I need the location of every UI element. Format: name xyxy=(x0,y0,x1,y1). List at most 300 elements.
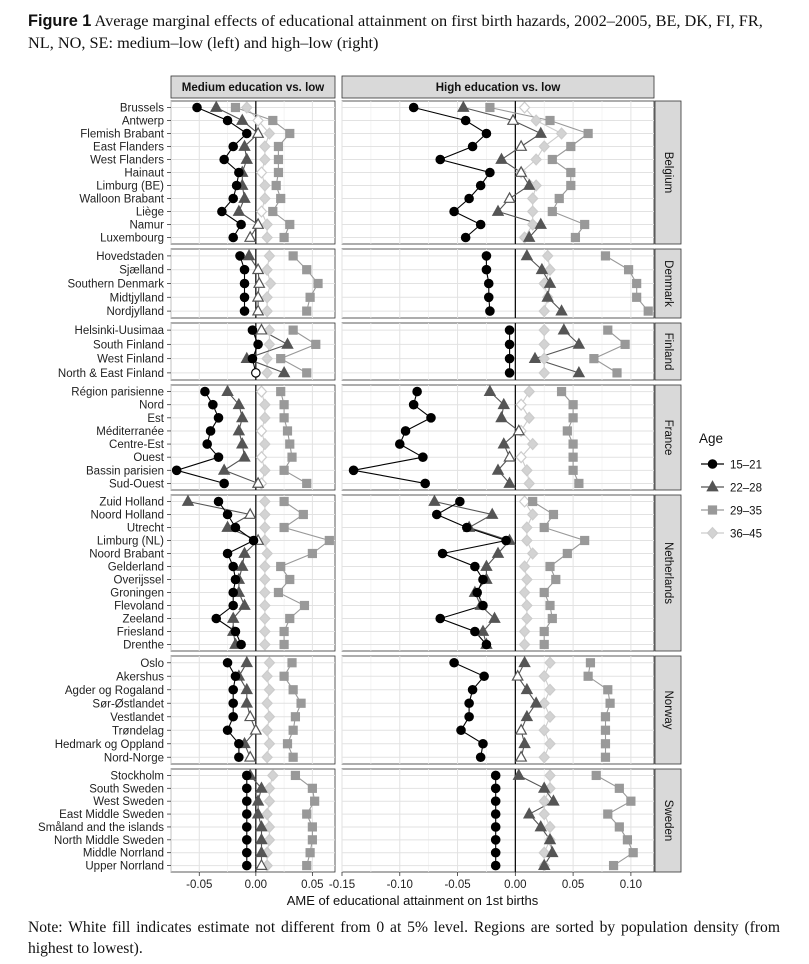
data-point xyxy=(615,784,623,792)
data-point xyxy=(413,387,421,395)
data-point xyxy=(193,103,201,111)
data-point xyxy=(627,797,635,805)
data-point xyxy=(433,510,441,518)
data-point xyxy=(546,117,554,125)
region-label: Nord-Norge xyxy=(103,752,164,765)
data-point xyxy=(548,208,556,216)
data-point xyxy=(283,740,291,748)
region-label: Hainaut xyxy=(124,167,164,180)
data-point xyxy=(232,181,240,189)
x-tick-label: -0.05 xyxy=(186,879,213,891)
data-point xyxy=(289,686,297,694)
data-point xyxy=(567,169,575,177)
data-point xyxy=(479,575,487,583)
region-label: Sjælland xyxy=(119,264,164,277)
country-strip-label: Netherlands xyxy=(662,541,674,605)
data-point xyxy=(280,672,288,680)
x-tick-label: 0.00 xyxy=(244,879,268,891)
data-point xyxy=(243,771,251,779)
data-point xyxy=(491,797,499,805)
data-point xyxy=(601,713,609,721)
data-point xyxy=(277,355,285,363)
data-point xyxy=(485,293,493,301)
data-point xyxy=(457,726,465,734)
legend-label: 15–21 xyxy=(730,459,762,472)
data-point xyxy=(549,511,557,519)
region-label: Sør-Østlandet xyxy=(92,698,164,711)
region-label: Méditerranée xyxy=(96,425,164,438)
data-point xyxy=(505,354,513,362)
data-point xyxy=(288,453,296,461)
data-point xyxy=(629,849,637,857)
data-point xyxy=(280,641,288,649)
data-point xyxy=(546,563,554,571)
data-point xyxy=(540,641,548,649)
region-label: Helsinki-Uusimaa xyxy=(74,325,164,338)
figure-label: Figure 1 xyxy=(28,12,92,30)
data-point xyxy=(563,427,571,435)
data-point xyxy=(615,823,623,831)
region-label: Utrecht xyxy=(126,522,164,535)
data-point xyxy=(427,414,435,422)
region-label: Drenthe xyxy=(123,639,164,652)
data-point xyxy=(303,369,311,377)
data-point xyxy=(396,440,404,448)
data-point xyxy=(471,562,479,570)
data-point xyxy=(548,615,556,623)
country-strip-label: Sweden xyxy=(662,799,674,842)
data-point xyxy=(229,233,237,241)
data-point xyxy=(482,252,490,260)
data-point xyxy=(274,143,282,151)
data-point xyxy=(240,266,248,274)
region-label: Liège xyxy=(135,206,164,219)
data-point xyxy=(456,497,464,505)
data-point xyxy=(567,143,575,151)
data-point xyxy=(289,252,297,260)
data-point xyxy=(540,524,548,532)
region-label: Upper Norrland xyxy=(85,860,164,873)
data-point xyxy=(209,400,217,408)
data-point xyxy=(584,130,592,138)
data-point xyxy=(438,549,446,557)
data-point xyxy=(314,280,322,288)
x-tick-label: -0.10 xyxy=(386,879,413,891)
data-point xyxy=(254,340,262,348)
data-point xyxy=(231,104,239,112)
region-label: Småland and the islands xyxy=(38,821,164,834)
data-point xyxy=(569,440,577,448)
data-point xyxy=(277,563,285,571)
data-point xyxy=(303,307,311,315)
region-label: East Flanders xyxy=(93,141,164,154)
region-label: West Sweden xyxy=(93,796,164,809)
data-point xyxy=(231,672,239,680)
data-point xyxy=(220,155,228,163)
data-point xyxy=(479,740,487,748)
region-label: Overijssel xyxy=(113,574,164,587)
data-point xyxy=(491,836,499,844)
data-point xyxy=(286,440,294,448)
data-point xyxy=(201,387,209,395)
region-label: Noord Holland xyxy=(90,509,164,522)
data-point xyxy=(476,753,484,761)
data-point xyxy=(476,220,484,228)
data-point xyxy=(289,326,297,334)
region-label: Luxembourg xyxy=(100,232,164,245)
data-point xyxy=(479,601,487,609)
region-label: Centre-Est xyxy=(109,439,164,452)
region-label: Flevoland xyxy=(114,600,164,613)
data-point xyxy=(240,293,248,301)
panel-medium xyxy=(171,656,335,764)
country-strip-label: Finland xyxy=(662,332,674,371)
region-label: Agder og Rogaland xyxy=(64,684,164,697)
region-label: Limburg (NL) xyxy=(96,535,164,548)
region-label: Gelderland xyxy=(107,561,164,574)
region-label: Namur xyxy=(129,219,164,232)
data-point xyxy=(229,686,237,694)
data-point xyxy=(229,194,237,202)
data-point xyxy=(486,168,494,176)
data-point xyxy=(300,602,308,610)
data-point xyxy=(604,326,612,334)
data-point xyxy=(633,280,641,288)
data-point xyxy=(269,208,277,216)
data-point xyxy=(461,233,469,241)
data-point xyxy=(240,279,248,287)
data-point xyxy=(621,340,629,348)
region-label: Middle Norrland xyxy=(82,847,164,860)
region-label: Hedmark og Oppland xyxy=(54,738,164,751)
x-tick-label: -0.05 xyxy=(444,879,471,891)
x-tick-label: 0.05 xyxy=(561,879,585,891)
region-label: South Sweden xyxy=(89,783,164,796)
data-point xyxy=(569,414,577,422)
data-point xyxy=(465,713,473,721)
x-tick-label: 0.10 xyxy=(619,879,643,891)
data-point xyxy=(505,340,513,348)
data-point xyxy=(569,453,577,461)
data-point xyxy=(461,116,469,124)
data-point xyxy=(274,156,282,164)
data-point xyxy=(218,207,226,215)
data-point xyxy=(471,627,479,635)
data-point xyxy=(206,427,214,435)
data-point xyxy=(214,414,222,422)
data-point xyxy=(274,589,282,597)
data-point xyxy=(505,326,513,334)
legend-label: 22–28 xyxy=(730,482,762,495)
data-point xyxy=(223,510,231,518)
x-axis-label: AME of educational attainment on 1st births xyxy=(286,893,539,908)
data-point xyxy=(546,602,554,610)
data-point xyxy=(280,414,288,422)
figure-note: Note: White fill indicates estimate not different from 0 at 5% level. Regions are sorted by population density (from highest to lowest). xyxy=(28,919,780,957)
region-label: Hovedstaden xyxy=(96,250,164,263)
data-point xyxy=(569,466,577,474)
data-point xyxy=(575,479,583,487)
legend-key-square xyxy=(709,506,717,514)
data-point xyxy=(491,771,499,779)
region-label: Zuid Holland xyxy=(99,496,164,509)
data-point xyxy=(243,797,251,805)
region-label: Bassin parisien xyxy=(86,465,164,478)
data-point xyxy=(236,252,244,260)
data-point xyxy=(280,498,288,506)
data-point xyxy=(569,401,577,409)
data-point xyxy=(280,401,288,409)
region-label: Noord Brabant xyxy=(89,548,164,561)
country-strip-label: Belgium xyxy=(662,151,674,194)
data-point xyxy=(243,810,251,818)
data-point xyxy=(299,511,307,519)
data-point xyxy=(601,753,609,761)
data-point xyxy=(486,104,494,112)
data-point xyxy=(592,771,600,779)
data-point xyxy=(288,659,296,667)
data-point xyxy=(243,848,251,856)
data-point xyxy=(243,823,251,831)
data-point xyxy=(286,130,294,138)
data-point xyxy=(231,523,239,531)
region-label: Nord xyxy=(139,399,164,412)
data-point xyxy=(644,307,652,315)
x-tick-label: -0.15 xyxy=(328,879,356,891)
data-point xyxy=(482,266,490,274)
region-label: West Finland xyxy=(97,353,164,366)
region-label: Oslo xyxy=(140,657,164,670)
data-point xyxy=(419,453,427,461)
data-point xyxy=(289,726,297,734)
region-label: Nordjylland xyxy=(106,306,164,319)
region-label: Région parisienne xyxy=(71,386,164,399)
legend-label: 36–45 xyxy=(730,528,762,541)
region-label: Southern Denmark xyxy=(67,278,164,291)
data-point xyxy=(468,686,476,694)
data-point xyxy=(567,182,575,190)
data-point xyxy=(274,169,282,177)
region-label: North Middle Sweden xyxy=(54,834,164,847)
data-point xyxy=(243,836,251,844)
region-label: North & East Finland xyxy=(57,367,164,380)
region-label: Zeeland xyxy=(122,613,164,626)
data-point xyxy=(473,588,481,596)
data-point xyxy=(229,562,237,570)
data-point xyxy=(286,221,294,229)
data-point xyxy=(505,369,513,377)
country-strip-label: France xyxy=(662,419,674,456)
data-point xyxy=(243,784,251,792)
data-point xyxy=(240,307,248,315)
data-point xyxy=(465,699,473,707)
data-point xyxy=(235,168,243,176)
region-label: Vestlandet xyxy=(110,711,164,724)
panel-strip-label-high: High education vs. low xyxy=(435,82,561,94)
data-point xyxy=(485,279,493,287)
data-point xyxy=(623,836,631,844)
x-tick-label: 0.00 xyxy=(504,879,527,891)
region-label: Est xyxy=(147,412,164,425)
data-point xyxy=(436,155,444,163)
panel-strip-label-medium: Medium education vs. low xyxy=(181,82,325,94)
data-point xyxy=(229,713,237,721)
data-point xyxy=(436,614,444,622)
data-point xyxy=(223,116,231,124)
region-label: East Middle Sweden xyxy=(59,809,164,822)
data-point xyxy=(248,326,256,334)
legend-key-diamond xyxy=(708,528,718,539)
data-point xyxy=(465,194,473,202)
data-point xyxy=(606,699,614,707)
data-point xyxy=(235,753,243,761)
data-point xyxy=(613,369,621,377)
data-point xyxy=(502,536,510,544)
x-tick-label: 0.05 xyxy=(301,879,324,891)
data-point xyxy=(552,576,560,584)
data-point xyxy=(303,266,311,274)
data-point xyxy=(604,686,612,694)
data-point xyxy=(601,252,609,260)
data-point xyxy=(291,771,299,779)
data-point xyxy=(248,354,256,362)
data-point xyxy=(482,129,490,137)
data-point xyxy=(584,672,592,680)
data-point xyxy=(308,836,316,844)
data-point xyxy=(581,221,589,229)
data-point xyxy=(237,640,245,648)
data-point xyxy=(349,466,357,474)
data-point xyxy=(303,479,311,487)
figure-caption-text: Average marginal effects of educational attainment on first birth hazards, 2002–2005, BE, DK, FI, FR, NL, NO, SE: medium–low (left) and high–low (right) xyxy=(28,11,763,52)
data-point xyxy=(312,340,320,348)
data-point xyxy=(610,862,618,870)
data-point xyxy=(491,823,499,831)
data-point xyxy=(283,427,291,435)
data-point xyxy=(269,117,277,125)
data-point xyxy=(231,575,239,583)
data-point xyxy=(480,672,488,680)
data-point xyxy=(571,234,579,242)
region-label: Flemish Brabant xyxy=(80,128,164,141)
data-point xyxy=(306,849,314,857)
data-point xyxy=(421,479,429,487)
data-point xyxy=(231,627,239,635)
data-point xyxy=(229,588,237,596)
data-point xyxy=(563,550,571,558)
legend-key-triangle xyxy=(707,481,717,490)
data-point xyxy=(486,307,494,315)
region-label: Groningen xyxy=(110,587,164,600)
data-point xyxy=(280,466,288,474)
data-point xyxy=(229,699,237,707)
legend-label: 29–35 xyxy=(730,505,762,518)
region-label: Akershus xyxy=(116,671,164,684)
data-point xyxy=(601,726,609,734)
data-point xyxy=(491,848,499,856)
data-point xyxy=(325,537,333,545)
data-point xyxy=(237,220,245,228)
data-point xyxy=(625,266,633,274)
data-point xyxy=(214,497,222,505)
data-point xyxy=(633,293,641,301)
data-point xyxy=(581,537,589,545)
country-strip-label: Denmark xyxy=(662,260,674,307)
region-label: Walloon Brabant xyxy=(79,193,164,206)
data-point xyxy=(590,355,598,363)
data-point xyxy=(203,440,211,448)
region-label: Ouest xyxy=(133,452,164,465)
region-label: Limburg (BE) xyxy=(96,180,164,193)
data-point xyxy=(308,550,316,558)
data-point xyxy=(303,862,311,870)
data-point xyxy=(491,810,499,818)
region-label: Stockholm xyxy=(110,770,164,783)
data-point xyxy=(289,753,297,761)
data-point xyxy=(277,388,285,396)
legend-title: Age xyxy=(699,431,724,446)
data-point xyxy=(463,523,471,531)
data-point xyxy=(235,740,243,748)
data-point xyxy=(277,195,285,203)
data-point xyxy=(280,234,288,242)
data-point xyxy=(297,699,305,707)
data-point xyxy=(401,427,409,435)
panel-medium xyxy=(171,385,335,490)
region-label: South Finland xyxy=(93,339,164,352)
data-point xyxy=(286,615,294,623)
data-point xyxy=(450,207,458,215)
region-label: Friesland xyxy=(116,626,164,639)
data-point xyxy=(291,713,299,721)
data-point xyxy=(491,861,499,869)
region-label: West Flanders xyxy=(90,154,164,167)
data-point xyxy=(172,466,180,474)
data-point xyxy=(555,195,563,203)
data-point xyxy=(243,129,251,137)
data-point xyxy=(311,797,319,805)
data-point xyxy=(540,628,548,636)
data-point xyxy=(286,576,294,584)
data-point xyxy=(223,726,231,734)
region-label: Trøndelag xyxy=(112,725,164,738)
data-point xyxy=(558,388,566,396)
country-strip-label: Norway xyxy=(662,690,674,730)
data-point xyxy=(468,142,476,150)
legend-key-circle xyxy=(708,460,716,468)
data-point xyxy=(306,293,314,301)
data-point xyxy=(303,810,311,818)
data-point xyxy=(308,823,316,831)
data-point xyxy=(491,784,499,792)
region-label: Midtjylland xyxy=(109,292,164,305)
data-point xyxy=(243,861,251,869)
data-point xyxy=(249,536,257,544)
data-point xyxy=(223,549,231,557)
region-label: Sud-Ouest xyxy=(109,478,164,491)
data-point xyxy=(548,156,556,164)
data-point xyxy=(223,659,231,667)
data-point xyxy=(450,659,458,667)
region-label: Antwerp xyxy=(121,115,164,128)
data-point xyxy=(229,142,237,150)
data-point xyxy=(586,659,594,667)
data-point xyxy=(272,182,280,190)
data-point xyxy=(540,589,548,597)
data-point xyxy=(409,400,417,408)
data-point xyxy=(280,524,288,532)
data-point xyxy=(308,784,316,792)
